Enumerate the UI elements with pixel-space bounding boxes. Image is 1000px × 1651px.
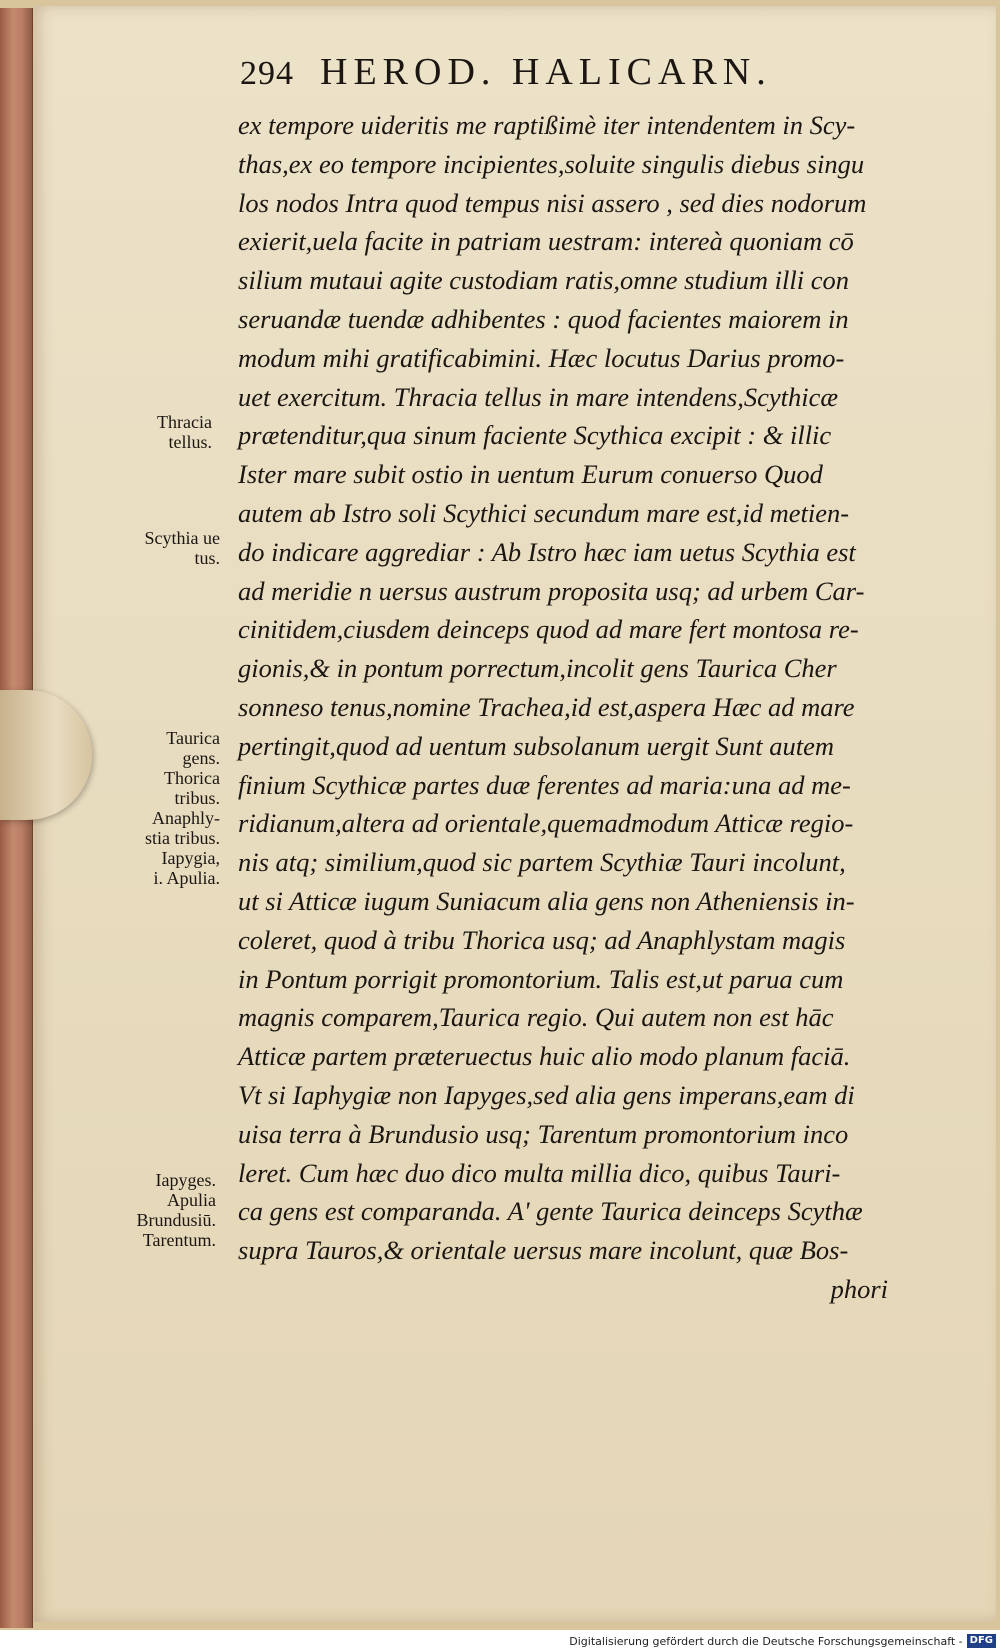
dfg-logo: DFG bbox=[967, 1634, 996, 1648]
text-line: Atticæ partem præteruectus huic alio modo planum faciā. bbox=[238, 1041, 851, 1072]
text-line: cinitidem,ciusdem deinceps quod ad mare fert montosa re- bbox=[238, 614, 859, 645]
text-line: ut si Atticæ iugum Suniacum alia gens non Atheniensis in- bbox=[238, 885, 855, 916]
marginal-note-iapyges bbox=[96, 1170, 216, 1250]
marginal-note-line: stia tribus. bbox=[145, 828, 220, 848]
marginal-note-line: tus. bbox=[194, 548, 220, 568]
marginal-note-line: i. Apulia. bbox=[153, 868, 220, 888]
text-line: gionis,& in pontum porrectum,incolit gens Taurica Cher bbox=[238, 653, 837, 684]
text-line: modum mihi gratificabimini. Hæc locutus Darius promo- bbox=[238, 342, 845, 373]
marginal-note-scythia bbox=[100, 528, 220, 568]
running-head bbox=[240, 50, 900, 100]
text-line: ca gens est comparanda. A' gente Taurica deinceps Scythæ bbox=[238, 1196, 863, 1227]
text-line: thas,ex eo tempore incipientes,soluite singulis diebus singu bbox=[238, 148, 865, 179]
text-line: ridianum,altera ad orientale,quemadmodum Atticæ regio- bbox=[238, 808, 854, 839]
text-line: supra Tauros,& orientale uersus mare incolunt, quæ Bos- bbox=[238, 1235, 849, 1266]
text-line: sonneso tenus,nomine Trachea,id est,aspera Hæc ad mare bbox=[238, 691, 855, 722]
text-line: exierit,uela facite in patriam uestram: intereà quoniam cō bbox=[238, 226, 854, 257]
marginal-note-line: Iapygia, bbox=[161, 848, 220, 868]
marginal-note-line: Taurica bbox=[166, 728, 220, 748]
text-line: finium Scythicæ partes duæ ferentes ad maria:una ad me- bbox=[238, 769, 851, 800]
page-number: 294 bbox=[240, 55, 294, 92]
text-line: do indicare aggrediar : Ab Istro hæc iam uetus Scythia est bbox=[238, 536, 856, 567]
text-line: pertingit,quod ad uentum subsolanum uergit Sunt autem bbox=[238, 730, 834, 761]
body-text bbox=[238, 106, 938, 1309]
marginal-note-line: Anaphly- bbox=[152, 808, 220, 828]
marginal-note-line: Iapyges. bbox=[155, 1170, 216, 1190]
text-line: prætenditur,qua sinum faciente Scythica excipit : & illic bbox=[238, 420, 832, 451]
digitization-credit bbox=[569, 1633, 996, 1649]
text-line: uisa terra à Brundusio usq; Tarentum promontorium inco bbox=[238, 1118, 849, 1149]
text-line: in Pontum porrigit promontorium. Talis est,ut parua cum bbox=[238, 963, 844, 994]
marginal-note-line: Apulia bbox=[167, 1190, 216, 1210]
text-line: Ister mare subit ostio in uentum Eurum conuerso Quod bbox=[238, 459, 823, 490]
text-line: uet exercitum. Thracia tellus in mare intendens,Scythicæ bbox=[238, 381, 839, 412]
marginal-note-line: Thracia bbox=[157, 412, 212, 432]
text-line: silium mutaui agite custodiam ratis,omne studium illi con bbox=[238, 265, 849, 296]
marginal-note-line: tellus. bbox=[168, 432, 212, 452]
text-line: autem ab Istro soli Scythici secundum mare est,id metien- bbox=[238, 497, 850, 528]
text-line: phori bbox=[830, 1273, 888, 1304]
marginal-note-line: tribus. bbox=[174, 788, 220, 808]
text-line: seruandæ tuendæ adhibentes : quod facientes maiorem in bbox=[238, 303, 849, 334]
text-line: magnis comparem,Taurica regio. Qui autem non est hāc bbox=[238, 1002, 834, 1033]
text-line: Vt si Iaphygiæ non Iapyges,sed alia gens imperans,eam di bbox=[238, 1079, 855, 1110]
marginal-note-taurica bbox=[100, 728, 220, 888]
text-line: coleret, quod à tribu Thorica usq; ad Anaphlystam magis bbox=[238, 924, 846, 955]
marginal-note-line: gens. bbox=[182, 748, 220, 768]
text-line: nis atq; similium,quod sic partem Scythiæ Tauri incolunt, bbox=[238, 847, 846, 878]
running-title: HEROD. HALICARN. bbox=[320, 51, 772, 93]
text-line: los nodos Intra quod tempus nisi assero , sed dies nodorum bbox=[238, 187, 867, 218]
text-line: leret. Cum hæc duo dico multa millia dico, quibus Tauri- bbox=[238, 1157, 841, 1188]
marginal-note-line: Brundusiū. bbox=[136, 1210, 216, 1230]
text-line: ex tempore uideritis me raptißimè iter intendentem in Scy- bbox=[238, 110, 856, 140]
marginal-note-thracia bbox=[92, 412, 212, 452]
marginal-note-line: Scythia ue bbox=[144, 528, 220, 548]
text-line: ad meridie n uersus austrum proposita usq; ad urbem Car- bbox=[238, 575, 865, 606]
credit-text: Digitalisierung gefördert durch die Deutsche Forschungsgemeinschaft - bbox=[569, 1634, 963, 1648]
marginal-note-line: Tarentum. bbox=[142, 1230, 216, 1250]
marginal-note-line: Thorica bbox=[164, 768, 220, 788]
